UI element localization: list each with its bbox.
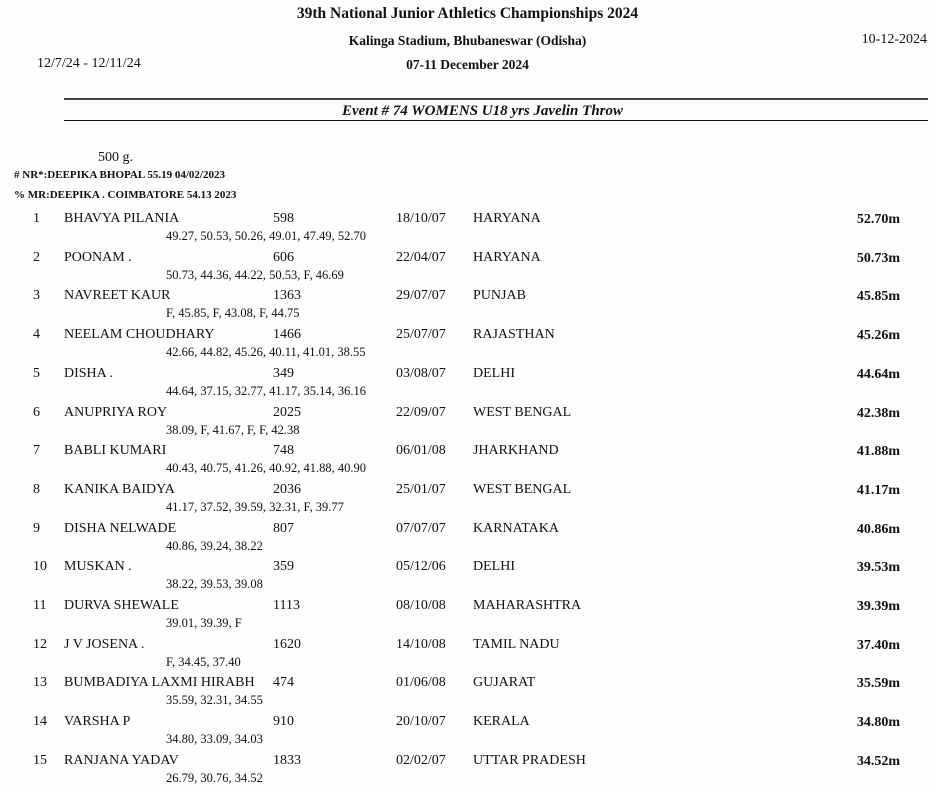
print-date: 10-12-2024 [861, 32, 927, 47]
best-mark: 52.70m [856, 212, 900, 227]
date-of-birth: 25/07/07 [396, 327, 446, 343]
bib-number: 910 [273, 714, 294, 730]
position: 4 [33, 327, 40, 343]
bib-number: 598 [273, 211, 294, 226]
date-of-birth: 07/07/07 [396, 520, 446, 536]
date-range-short: 12/7/24 - 12/11/24 [37, 56, 141, 71]
result-row [0, 405, 935, 443]
date-of-birth: 01/06/08 [396, 675, 446, 691]
athlete-name: VARSHA P [64, 714, 131, 730]
event-title: Event # 74 WOMENS U18 yrs Javelin Throw [342, 103, 624, 119]
attempt-series: 26.79, 30.76, 34.52 [166, 770, 263, 785]
best-mark: 39.53m [856, 560, 900, 576]
athlete-name: RANJANA YADAV [64, 752, 179, 768]
result-row [0, 714, 935, 752]
attempt-series: 35.59, 32.31, 34.55 [166, 693, 263, 708]
championship-title: 39th National Junior Athletics Championships 2024 [296, 5, 639, 22]
attempt-series: F, 45.85, F, 43.08, F, 44.75 [166, 306, 300, 321]
result-row [0, 521, 935, 559]
position: 8 [33, 481, 40, 497]
meet-record: % MR:DEEPIKA . COIMBATORE 54.13 2023 [14, 189, 237, 201]
state: HARYANA [473, 211, 541, 226]
state: DELHI [473, 365, 515, 381]
state: HARYANA [473, 249, 541, 265]
bib-number: 1620 [273, 636, 301, 652]
implement-weight: 500 g. [98, 150, 133, 165]
athlete-name: DISHA NELWADE [64, 520, 177, 536]
attempt-series: 49.27, 50.53, 50.26, 49.01, 47.49, 52.70 [166, 229, 366, 243]
athlete-name: MUSKAN . [64, 559, 132, 575]
attempt-series: 40.43, 40.75, 41.26, 40.92, 41.88, 40.90 [166, 461, 366, 476]
result-row [0, 211, 935, 249]
state: KARNATAKA [473, 520, 559, 536]
best-mark: 34.52m [856, 753, 900, 769]
best-mark: 35.59m [856, 676, 900, 692]
bib-number: 474 [273, 675, 294, 691]
position: 2 [33, 249, 40, 265]
attempt-series: 38.22, 39.53, 39.08 [166, 577, 263, 592]
bib-number: 606 [273, 249, 294, 265]
date-of-birth: 22/04/07 [396, 249, 446, 265]
result-row [0, 482, 935, 520]
position: 5 [33, 365, 40, 381]
position: 10 [33, 559, 47, 575]
attempt-series: 34.80, 33.09, 34.03 [166, 732, 263, 747]
best-mark: 42.38m [856, 405, 900, 421]
state: DELHI [473, 559, 515, 575]
venue: Kalinga Stadium, Bhubaneswar (Odisha) [348, 33, 587, 48]
date-of-birth: 22/09/07 [396, 404, 446, 420]
date-of-birth: 03/08/07 [396, 365, 446, 381]
bib-number: 1833 [273, 752, 301, 768]
athlete-name: J V JOSENA . [64, 636, 145, 652]
result-row [0, 288, 935, 326]
position: 7 [33, 443, 40, 459]
athlete-name: BHAVYA PILANIA [64, 211, 180, 226]
position: 6 [33, 404, 40, 420]
attempt-series: 44.64, 37.15, 32.77, 41.17, 35.14, 36.16 [166, 383, 366, 398]
result-row [0, 637, 935, 675]
athlete-name: BABLI KUMARI [64, 443, 167, 459]
bib-number: 748 [273, 443, 294, 459]
date-of-birth: 29/07/07 [396, 288, 446, 304]
best-mark: 41.88m [856, 444, 900, 460]
athlete-name: NEELAM CHOUDHARY [64, 327, 215, 343]
national-record: # NR*:DEEPIKA BHOPAL 55.19 04/02/2023 [14, 169, 225, 181]
date-of-birth: 05/12/06 [396, 559, 446, 575]
state: TAMIL NADU [473, 636, 560, 652]
attempt-series: 39.01, 39.39, F [166, 616, 242, 630]
position: 9 [33, 520, 40, 536]
best-mark: 44.64m [856, 366, 900, 382]
bib-number: 1113 [273, 598, 300, 613]
best-mark: 39.39m [856, 599, 900, 614]
date-of-birth: 14/10/08 [396, 636, 446, 652]
date-of-birth: 06/01/08 [396, 443, 446, 459]
result-row [0, 327, 935, 365]
result-row [0, 250, 935, 288]
state: UTTAR PRADESH [473, 752, 586, 768]
athlete-name: DISHA . [64, 365, 114, 381]
attempt-series: 42.66, 44.82, 45.26, 40.11, 41.01, 38.55 [166, 345, 366, 360]
position: 1 [33, 211, 40, 226]
header-rule-top [64, 98, 928, 100]
header-rule-bottom [64, 120, 928, 121]
result-row [0, 366, 935, 404]
position: 12 [33, 636, 47, 652]
state: WEST BENGAL [473, 404, 572, 420]
result-row [0, 598, 935, 636]
date-of-birth: 02/02/07 [396, 752, 446, 768]
state: RAJASTHAN [473, 327, 555, 343]
position: 14 [33, 714, 47, 730]
best-mark: 45.26m [856, 328, 900, 344]
best-mark: 41.17m [856, 482, 900, 498]
best-mark: 50.73m [856, 250, 900, 266]
bib-number: 807 [273, 520, 294, 536]
attempt-series: 38.09, F, 41.67, F, F, 42.38 [166, 422, 300, 437]
best-mark: 37.40m [856, 637, 900, 653]
result-row [0, 675, 935, 713]
bib-number: 1466 [273, 327, 301, 343]
position: 13 [33, 675, 47, 691]
best-mark: 34.80m [856, 715, 900, 731]
bib-number: 349 [273, 365, 294, 381]
state: MAHARASHTRA [473, 598, 582, 613]
date-of-birth: 18/10/07 [396, 211, 446, 226]
athlete-name: KANIKA BAIDYA [64, 481, 175, 497]
attempt-series: 41.17, 37.52, 39.59, 32.31, F, 39.77 [166, 499, 344, 514]
bib-number: 2025 [273, 404, 301, 420]
date-of-birth: 20/10/07 [396, 714, 446, 730]
position: 11 [33, 598, 47, 613]
best-mark: 40.86m [856, 521, 900, 537]
athlete-name: BUMBADIYA LAXMI HIRABH [64, 675, 255, 691]
event-dates: 07-11 December 2024 [406, 57, 529, 72]
bib-number: 359 [273, 559, 294, 575]
best-mark: 45.85m [856, 289, 900, 305]
attempt-series: F, 34.45, 37.40 [166, 654, 241, 669]
athlete-name: DURVA SHEWALE [64, 598, 179, 613]
position: 15 [33, 752, 47, 768]
athlete-name: ANUPRIYA ROY [64, 404, 168, 420]
position: 3 [33, 288, 40, 304]
state: WEST BENGAL [473, 481, 572, 497]
attempt-series: 40.86, 39.24, 38.22 [166, 538, 263, 553]
state: GUJARAT [473, 675, 536, 691]
athlete-name: NAVREET KAUR [64, 288, 171, 304]
state: KERALA [473, 714, 530, 730]
state: PUNJAB [473, 288, 526, 304]
result-row [0, 443, 935, 481]
athlete-name: POONAM . [64, 249, 132, 265]
date-of-birth: 25/01/07 [396, 481, 446, 497]
attempt-series: 50.73, 44.36, 44.22, 50.53, F, 46.69 [166, 267, 344, 282]
result-row [0, 559, 935, 597]
date-of-birth: 08/10/08 [396, 598, 446, 613]
bib-number: 2036 [273, 481, 301, 497]
bib-number: 1363 [273, 288, 301, 304]
result-row [0, 753, 935, 791]
state: JHARKHAND [473, 443, 559, 459]
